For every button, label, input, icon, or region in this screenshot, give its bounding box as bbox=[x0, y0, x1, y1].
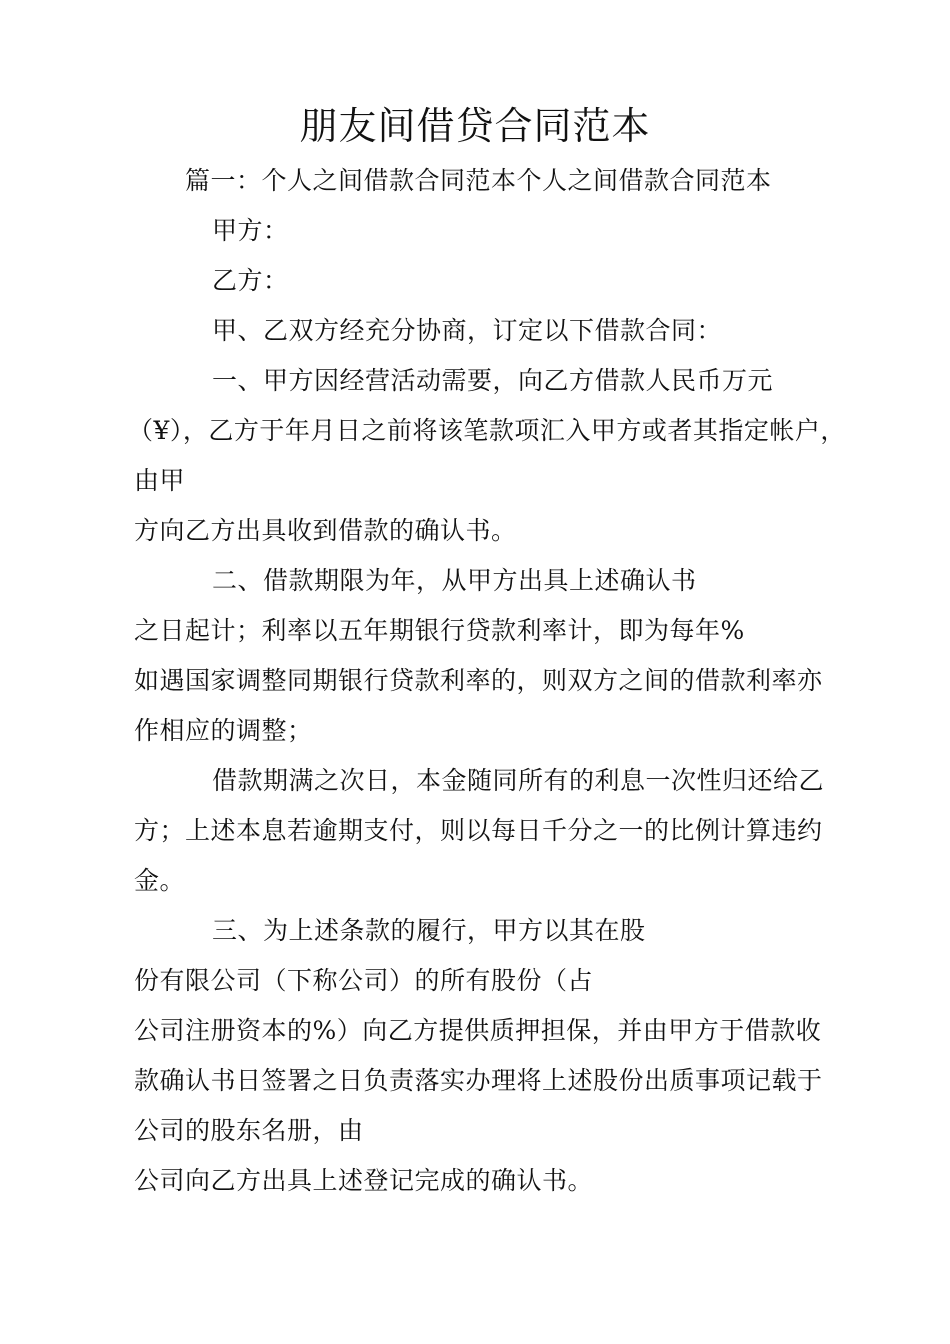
clause-1-line: （¥），乙方于年月日之前将该笔款项汇入甲方或者其指定帐户， bbox=[128, 416, 846, 445]
clause-2-line: 作相应的调整； bbox=[134, 716, 313, 745]
clause-3-line: 份有限公司（下称公司）的所有股份（占 bbox=[134, 966, 594, 995]
clause-2-line: 二、借款期限为年，从甲方出具上述确认书 bbox=[212, 566, 697, 595]
clause-2-line: 如遇国家调整同期银行贷款利率的，则双方之间的借款利率亦 bbox=[134, 666, 823, 695]
clause-1-line: 一、甲方因经营活动需要，向乙方借款人民币万元 bbox=[212, 366, 774, 395]
repayment-line: 金。 bbox=[134, 866, 186, 895]
repayment-line: 借款期满之次日，本金随同所有的利息一次性归还给乙 bbox=[212, 766, 825, 795]
repayment-line: 方；上述本息若逾期支付，则以每日千分之一的比例计算违约 bbox=[134, 816, 823, 845]
clause-3-line: 公司注册资本的%）向乙方提供质押担保，并由甲方于借款收 bbox=[134, 1016, 822, 1045]
clause-3-line: 公司向乙方出具上述登记完成的确认书。 bbox=[134, 1166, 594, 1195]
clause-3-line: 公司的股东名册，由 bbox=[134, 1116, 364, 1145]
clause-1-line: 方向乙方出具收到借款的确认书。 bbox=[134, 516, 517, 545]
party-a-line: 甲方： bbox=[212, 216, 289, 245]
section-heading: 篇一：个人之间借款合同范本个人之间借款合同范本 bbox=[185, 166, 772, 195]
clause-3-line: 三、为上述条款的履行，甲方以其在股 bbox=[212, 916, 646, 945]
document-title: 朋友间借贷合同范本 bbox=[299, 104, 651, 148]
clause-1-line: 由甲 bbox=[134, 466, 186, 495]
party-b-line: 乙方： bbox=[212, 266, 289, 295]
intro-line: 甲、乙双方经充分协商，订定以下借款合同： bbox=[212, 316, 723, 345]
clause-3-line: 款确认书日签署之日负责落实办理将上述股份出质事项记载于 bbox=[134, 1066, 823, 1095]
clause-2-line: 之日起计；利率以五年期银行贷款利率计，即为每年% bbox=[134, 616, 745, 645]
